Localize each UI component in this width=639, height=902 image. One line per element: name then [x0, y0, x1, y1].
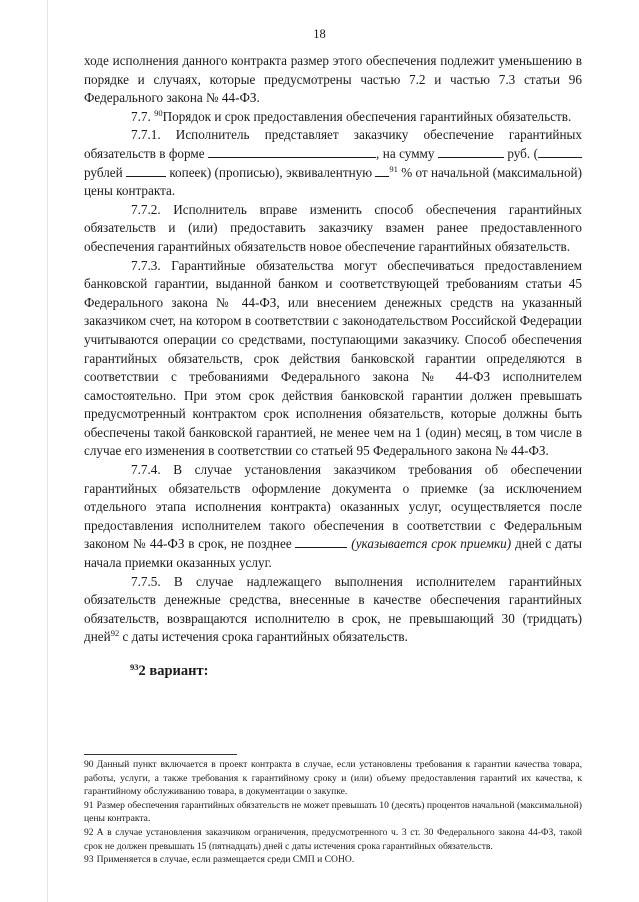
paragraph-text: руб. (	[503, 145, 538, 161]
document-body	[84, 52, 582, 681]
footnote-ref-91[interactable]: 91	[389, 163, 398, 174]
blank-field-amount	[438, 146, 504, 158]
paragraph-text: рублей	[84, 164, 127, 180]
paragraph-7-7-1	[84, 126, 582, 200]
paragraph-7-7-3: 7.7.3. Гарантийные обязательства могут обеспечиваться предоставлением банковской гарантии, выданной банком и соответствующей требованиям статьи 45 Федерального закона № 44-ФЗ, или внесением денежных средств на указанный заказчиком счет, на котором в соответствии с законодательством Российской Федерации учитываются операции со средствами, поступающими заказчику. Способ обеспечения гарантийных обязательств, срок действия банковской гарантии определяются в соответствии с требованиями Федерального закона № 44-ФЗ исполнителем самостоятельно. При этом срок действия банковской гарантии должен превышать предусмотренный контрактом срок исполнения обязательств, которые должны быть обеспечены такой банковской гарантией, не менее чем на 1 (один) месяц, в том числе в случае его изменения в соответствии со статьей 95 Федерального закона № 44-ФЗ.	[84, 257, 582, 459]
margin-line	[47, 0, 48, 902]
paragraph-lead: 7.7.	[131, 108, 155, 124]
footnote-90	[84, 758, 582, 799]
footnote-number: 93	[84, 854, 94, 866]
footnote-ref-92[interactable]: 92	[110, 628, 120, 639]
paragraph-text: % от начальной (максимальной) цены контракта.	[84, 164, 582, 199]
paragraph-7-7-4	[84, 461, 582, 573]
paragraph-text: 7.7.1. Исполнитель представляет заказчику обеспечение гарантийных обязательств в форме	[84, 127, 582, 161]
footnote-number: 92	[84, 826, 94, 838]
paragraph-7-7-5	[84, 573, 582, 647]
footnote-93	[84, 853, 582, 867]
italic-note: (указывается срок приемки)	[351, 536, 512, 552]
footnote-text: Размер обеспечения гарантийных обязательств не может превышать 10 (десять) процентов начальной (максимальной) цены контракта.	[84, 799, 582, 825]
footnote-separator	[84, 754, 237, 755]
paragraph-text: Порядок и срок предоставления обеспечения гарантийных обязательств.	[162, 108, 572, 124]
footnote-ref-93[interactable]: 93	[130, 662, 139, 672]
paragraph-text: копеек) (прописью), эквивалентную	[166, 164, 376, 180]
variant-heading	[84, 661, 582, 681]
blank-field-rubles	[538, 146, 582, 158]
page-number: 18	[313, 27, 326, 41]
footnote-text: А в случае установления заказчиком ограничения, предусмотренного ч. 3 ст. 30 Федерального закона 44-ФЗ, такой срок не должен превышать 15 (пятнадцать) дней с даты истечения срока гарантийных обязательств.	[84, 826, 582, 852]
blank-field-percent	[375, 165, 389, 177]
paragraph-text: 7.7.4. В случае установления заказчиком требования об обеспечении гарантийных обязательств оформление документа о приемке (за исключением отдельного этапа исполнения контракта) оказанных услуг, осуществляется после предоставления исполнителем такого обеспечения в соответствии с Федеральным законом № 44-ФЗ в срок, не позднее	[84, 462, 582, 552]
paragraph-continuation: ходе исполнения данного контракта размер этого обеспечения подлежит уменьшению в порядке и случаях, которые предусмотрены частью 7.2 и частью 7.3 статьи 96 Федерального закона № 44-ФЗ.	[84, 53, 582, 106]
paragraph-text: , на сумму	[376, 145, 438, 161]
footnotes	[84, 758, 582, 867]
footnote-91	[84, 799, 582, 826]
blank-field-form	[208, 146, 376, 158]
paragraph-text: с даты истечения срока гарантийных обязательств.	[119, 629, 408, 645]
paragraph-text: 7.7.5. В случае надлежащего выполнения исполнителем гарантийных обязательств денежные средства, внесенные в качестве обеспечения гарантийных обязательств, возвращаются исполнителю в срок, не превышающий 30 (тридцать) дней	[84, 573, 582, 645]
paragraph-7-7	[84, 108, 582, 127]
footnote-ref-90[interactable]: 90	[154, 107, 163, 118]
footnote-text: Данный пункт включается в проект контракта в случае, если установлены требования к гарантии качества товара, работы, услуги, а также требования к гарантийному сроку и (или) объему предоставления гарантий их качества, к гарантийному обслуживанию товара, в документации о закупке.	[84, 759, 582, 798]
paragraph-7-7-2: 7.7.2. Исполнитель вправе изменить способ обеспечения гарантийных обязательств и (или) предоставить заказчику взамен ранее предоставленного обеспечения гарантийных обязательств новое обеспечение гарантийных обязательств.	[84, 201, 582, 254]
blank-field-deadline	[295, 536, 347, 548]
footnote-number: 91	[84, 799, 94, 811]
paragraph-text: дней с даты начала приемки оказанных услуг.	[84, 536, 582, 571]
footnote-92	[84, 826, 582, 853]
footnote-text: Применяется в случае, если размещается среди СМП и СОНО.	[96, 854, 355, 866]
blank-field-kopecks	[126, 165, 166, 177]
footnote-number: 90	[84, 759, 94, 770]
variant-heading-text: 2 вариант:	[138, 663, 209, 679]
